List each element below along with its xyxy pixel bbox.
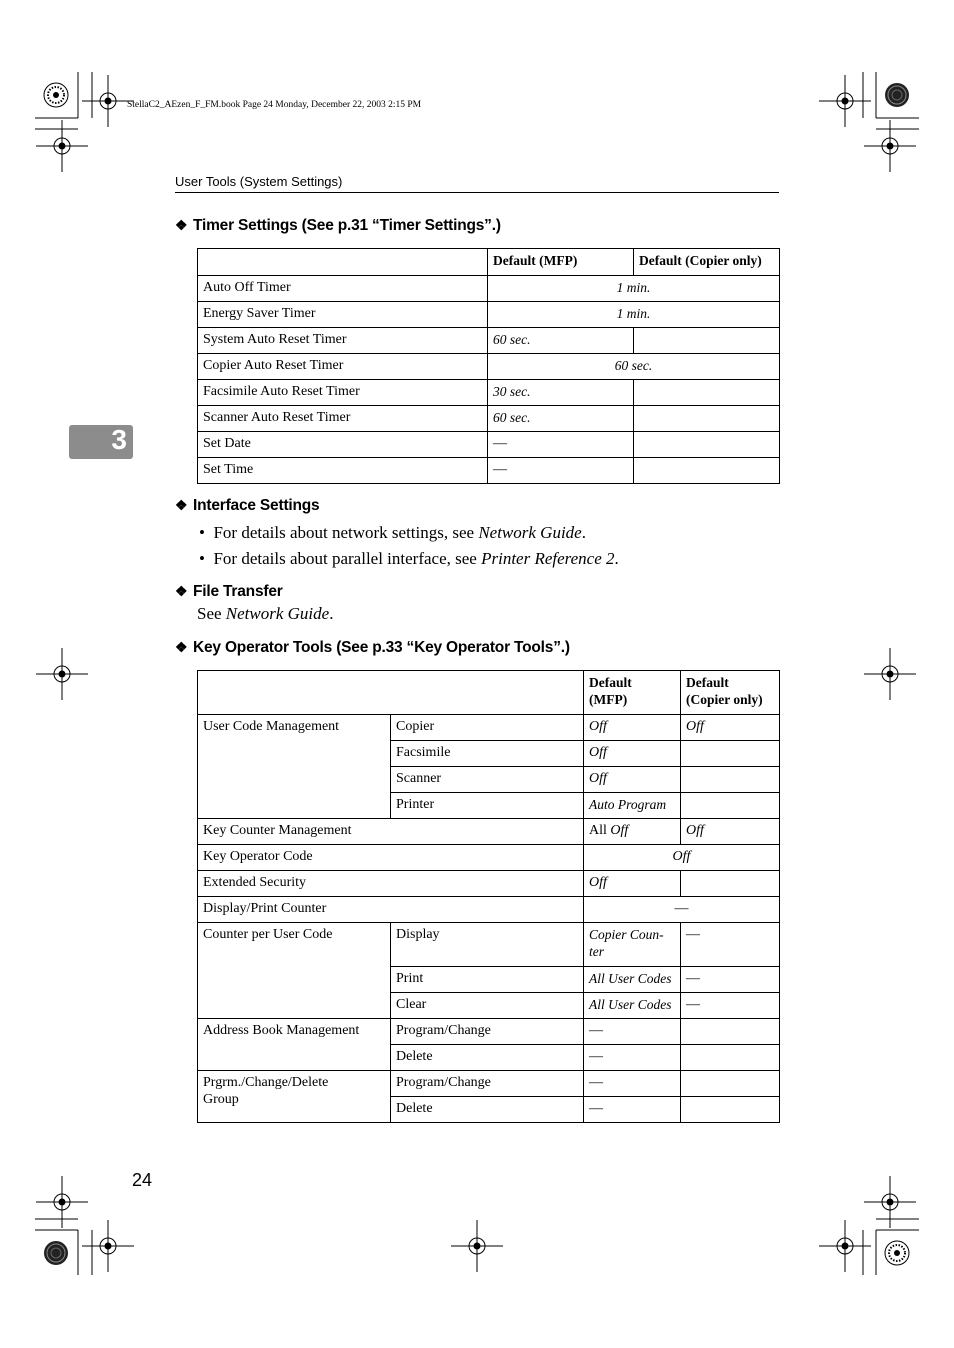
running-head: User Tools (System Settings) bbox=[175, 174, 343, 189]
row-copier: Off bbox=[681, 819, 780, 845]
row-mfp: All User Codes bbox=[584, 993, 681, 1019]
row-label: System Auto Reset Timer bbox=[198, 328, 488, 354]
row-copier bbox=[681, 767, 780, 793]
row-copier bbox=[634, 328, 780, 354]
table-row bbox=[198, 1019, 780, 1045]
diamond-bullet-icon: ❖ bbox=[175, 639, 188, 655]
row-sub: Facsimile bbox=[391, 741, 584, 767]
row-copier: — bbox=[681, 993, 780, 1019]
diamond-bullet-icon: ❖ bbox=[175, 217, 188, 233]
row-mfp: 60 sec. bbox=[488, 406, 634, 432]
network-guide-reference: Network Guide bbox=[478, 523, 582, 542]
see-text: See bbox=[197, 604, 226, 623]
row-mfp bbox=[584, 819, 681, 845]
timer-settings-title: Timer Settings (See p.31 “Timer Settings”.) bbox=[193, 217, 501, 234]
row-label: Key Counter Management bbox=[198, 819, 584, 845]
row-copier bbox=[681, 741, 780, 767]
row-label: Auto Off Timer bbox=[198, 276, 488, 302]
row-mfp: Off bbox=[584, 741, 681, 767]
row-sub: Program/Change bbox=[391, 1071, 584, 1097]
row-sub: Scanner bbox=[391, 767, 584, 793]
row-value: — bbox=[584, 897, 780, 923]
timer-settings-table bbox=[197, 248, 780, 484]
row-mfp: — bbox=[584, 1071, 681, 1097]
row-mfp: All User Codes bbox=[584, 967, 681, 993]
timer-settings-heading bbox=[175, 217, 501, 235]
row-copier bbox=[681, 1071, 780, 1097]
list-item bbox=[199, 549, 619, 569]
row-sub: Print bbox=[391, 967, 584, 993]
table-row bbox=[198, 897, 780, 923]
row-label: Display/Print Counter bbox=[198, 897, 584, 923]
row-label: Extended Security bbox=[198, 871, 584, 897]
row-label: Key Operator Code bbox=[198, 845, 584, 871]
row-sub: Printer bbox=[391, 793, 584, 819]
row-value: 1 min. bbox=[488, 302, 780, 328]
diamond-bullet-icon: ❖ bbox=[175, 583, 188, 599]
header-default-mfp bbox=[584, 671, 681, 715]
row-copier bbox=[634, 458, 780, 484]
header-empty-cell bbox=[198, 249, 488, 276]
file-transfer-heading bbox=[175, 583, 283, 601]
row-label bbox=[198, 1071, 391, 1123]
row-mfp bbox=[584, 923, 681, 967]
header-line: Default bbox=[686, 675, 729, 690]
header-default-mfp: Default (MFP) bbox=[488, 249, 634, 276]
header-default-copier: Default (Copier only) bbox=[634, 249, 780, 276]
off-value: Off bbox=[610, 823, 629, 838]
table-row bbox=[198, 871, 780, 897]
row-label: Copier Auto Reset Timer bbox=[198, 354, 488, 380]
table-row bbox=[198, 328, 780, 354]
file-transfer-title: File Transfer bbox=[193, 583, 283, 600]
key-operator-tools-title: Key Operator Tools (See p.33 “Key Operator Tools”.) bbox=[193, 639, 570, 656]
table-row bbox=[198, 819, 780, 845]
key-operator-tools-table bbox=[197, 670, 780, 1123]
row-label: Address Book Management bbox=[198, 1019, 391, 1071]
row-label: Facsimile Auto Reset Timer bbox=[198, 380, 488, 406]
row-sub: Display bbox=[391, 923, 584, 967]
bullet-text: For details about network settings, see bbox=[213, 523, 479, 542]
row-mfp: — bbox=[584, 1019, 681, 1045]
row-mfp: Auto Program bbox=[584, 793, 681, 819]
table-row bbox=[198, 845, 780, 871]
row-copier bbox=[634, 432, 780, 458]
bullet-end: . bbox=[581, 523, 586, 542]
row-sub: Delete bbox=[391, 1097, 584, 1123]
row-copier bbox=[681, 1097, 780, 1123]
interface-settings-heading bbox=[175, 497, 319, 515]
header-default-copier bbox=[681, 671, 780, 715]
row-label: Energy Saver Timer bbox=[198, 302, 488, 328]
bullet-dot-icon: • bbox=[199, 549, 214, 568]
table-row bbox=[198, 276, 780, 302]
value-line: Copier Coun- bbox=[589, 927, 664, 942]
row-label: Scanner Auto Reset Timer bbox=[198, 406, 488, 432]
row-mfp: 60 sec. bbox=[488, 328, 634, 354]
sentence-end: . bbox=[329, 604, 334, 623]
header-line: (MFP) bbox=[589, 692, 628, 707]
row-copier bbox=[681, 1045, 780, 1071]
table-row bbox=[198, 302, 780, 328]
chapter-number: 3 bbox=[111, 424, 127, 455]
network-guide-reference: Network Guide bbox=[225, 604, 330, 623]
bullet-text: For details about parallel interface, see bbox=[213, 549, 482, 568]
key-operator-tools-heading bbox=[175, 639, 570, 657]
row-sub: Copier bbox=[391, 715, 584, 741]
list-item bbox=[199, 523, 586, 543]
table-row bbox=[198, 432, 780, 458]
table-row bbox=[198, 458, 780, 484]
table-row bbox=[198, 1071, 780, 1097]
row-label: Set Date bbox=[198, 432, 488, 458]
header-line: Default bbox=[589, 675, 632, 690]
value-line: ter bbox=[589, 944, 604, 959]
bullet-dot-icon: • bbox=[199, 523, 214, 542]
row-mfp: — bbox=[584, 1097, 681, 1123]
row-mfp: — bbox=[488, 458, 634, 484]
row-label: Set Time bbox=[198, 458, 488, 484]
table-header-row bbox=[198, 249, 780, 276]
row-value: 60 sec. bbox=[488, 354, 780, 380]
row-label: Counter per User Code bbox=[198, 923, 391, 1019]
label-line: Group bbox=[203, 1092, 239, 1107]
row-copier bbox=[634, 406, 780, 432]
row-label: User Code Management bbox=[198, 715, 391, 819]
interface-settings-title: Interface Settings bbox=[193, 497, 320, 514]
label-line: Prgrm./Change/Delete bbox=[203, 1075, 329, 1090]
row-copier bbox=[634, 380, 780, 406]
row-sub: Delete bbox=[391, 1045, 584, 1071]
row-copier bbox=[681, 1019, 780, 1045]
table-header-row bbox=[198, 671, 780, 715]
row-copier bbox=[681, 793, 780, 819]
bullet-end: . bbox=[614, 549, 619, 568]
file-meta: StellaC2_AEzen_F_FM.book Page 24 Monday, December 22, 2003 2:15 PM bbox=[127, 100, 422, 110]
row-mfp: — bbox=[584, 1045, 681, 1071]
table-row bbox=[198, 923, 780, 967]
row-mfp: Off bbox=[584, 715, 681, 741]
row-copier bbox=[681, 871, 780, 897]
diamond-bullet-icon: ❖ bbox=[175, 497, 188, 513]
header-line: (Copier only) bbox=[686, 692, 763, 707]
row-copier: — bbox=[681, 923, 780, 967]
table-row bbox=[198, 354, 780, 380]
row-sub: Clear bbox=[391, 993, 584, 1019]
row-copier: — bbox=[681, 967, 780, 993]
row-value: Off bbox=[584, 845, 780, 871]
table-row bbox=[198, 715, 780, 741]
row-value: 1 min. bbox=[488, 276, 780, 302]
file-transfer-text bbox=[197, 604, 333, 624]
page-number: 24 bbox=[132, 1170, 153, 1190]
row-mfp: Off bbox=[584, 871, 681, 897]
row-copier: Off bbox=[681, 715, 780, 741]
row-sub: Program/Change bbox=[391, 1019, 584, 1045]
row-mfp: Off bbox=[584, 767, 681, 793]
table-row bbox=[198, 406, 780, 432]
header-empty-cell bbox=[198, 671, 584, 715]
chapter-tab bbox=[69, 425, 133, 459]
row-mfp: 30 sec. bbox=[488, 380, 634, 406]
header-rule bbox=[175, 192, 779, 193]
table-row bbox=[198, 380, 780, 406]
row-mfp: — bbox=[488, 432, 634, 458]
printer-reference: Printer Reference 2 bbox=[481, 549, 615, 568]
all-prefix: All bbox=[589, 823, 611, 838]
